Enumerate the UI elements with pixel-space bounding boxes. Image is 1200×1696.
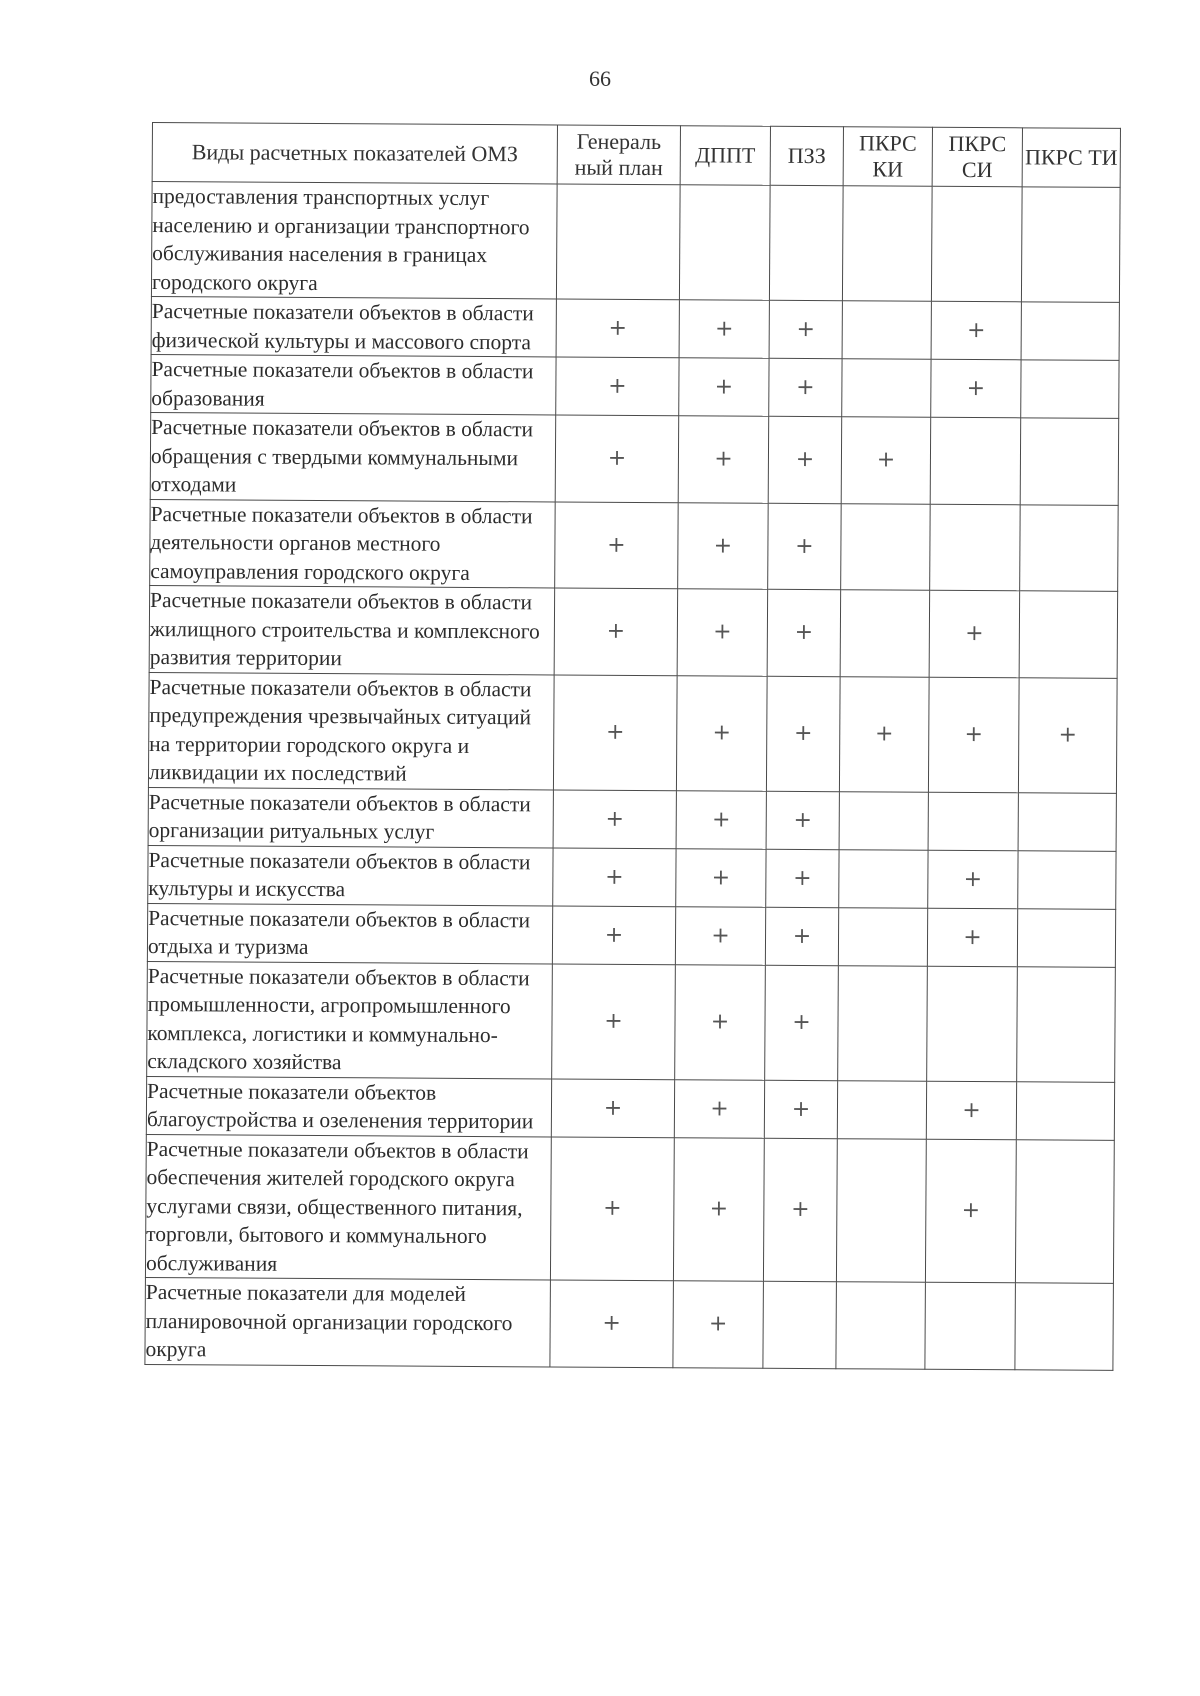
mark-cell-dppt: + [673,1137,764,1281]
mark-cell-general-plan: + [552,963,676,1079]
mark-cell-pkrs-si: + [928,677,1019,793]
table-row [151,354,1119,418]
mark-cell-pkrs-si: + [927,908,1017,967]
mark-cell-pkrs-si [928,792,1018,851]
indicator-label-cell: Расчетные показатели объектов в области предупреждения чрезвычайных ситуаций на территории городского округа и ликвидации их последствий [148,672,554,789]
indicator-label-cell: Расчетные показатели объектов в области отдыха и туризма [147,903,552,963]
mark-cell-pkrs-si: + [931,301,1021,360]
indicator-label-cell: Расчетные показатели объектов в области деятельности органов местного самоуправления городского округа [150,499,556,588]
mark-cell-pzz: + [769,358,842,416]
mark-cell-pzz: + [765,907,838,965]
mark-cell-pkrs-si [925,1282,1016,1369]
table-row [146,1076,1114,1140]
mark-cell-pkrs-ki [842,359,931,418]
mark-cell-dppt: + [673,1281,764,1368]
table-row [151,296,1119,360]
mark-cell-general-plan: + [551,1078,674,1137]
mark-cell-pkrs-si [930,417,1021,504]
indicator-label-cell: Расчетные показатели объектов в области физической культуры и массового спорта [151,296,556,356]
header-pkrs-ki: ПКРС КИ [843,127,932,187]
mark-cell-general-plan: + [553,847,676,906]
mark-cell-pzz: + [764,1080,837,1138]
mark-cell-dppt: + [679,358,769,417]
mark-cell-pkrs-ki [839,849,928,908]
mark-cell-pkrs-ti [1021,187,1120,303]
mark-cell-pkrs-ti [1017,966,1116,1082]
mark-cell-pkrs-ti [1017,908,1115,967]
mark-cell-pzz [769,185,843,300]
mark-cell-dppt: + [676,848,766,907]
mark-cell-pzz: + [768,416,842,503]
table-row [145,1134,1114,1283]
mark-cell-pkrs-si [927,966,1018,1082]
mark-cell-pkrs-ti [1019,591,1118,678]
indicator-label-cell: предоставления транспортных услуг населению и организации транспортного обслуживания населения в границах городского округа [151,182,557,299]
mark-cell-pkrs-ki [838,965,928,1081]
indicator-label-cell: Расчетные показатели объектов в области обращения с твердыми коммунальными отходами [150,412,556,501]
mark-cell-pkrs-ki [836,1282,926,1369]
mark-cell-dppt [679,185,770,301]
page-number: 66 [589,66,611,91]
mark-cell-dppt: + [675,906,765,965]
mark-cell-pkrs-ti [1018,792,1116,851]
mark-cell-pzz: + [766,676,840,791]
mark-cell-pkrs-si: + [931,359,1021,418]
mark-cell-pkrs-si: + [925,1139,1016,1283]
indicator-label-cell: Расчетные показатели объектов в области организации ритуальных услуг [148,787,553,847]
indicator-label-cell: Расчетные показатели объектов в области обеспечения жителей городского округа услугами связи, общественного питания, торговли, бытового и коммунального обслуживания [145,1134,551,1280]
mark-cell-pkrs-ki [841,503,931,590]
table-body [145,182,1120,1370]
table-row [148,672,1117,793]
mark-cell-general-plan: + [555,501,679,588]
mark-cell-dppt: + [675,964,766,1080]
mark-cell-pkrs-ti [1015,1283,1114,1370]
indicator-label-cell: Расчетные показатели объектов в области образования [151,354,556,414]
mark-cell-pkrs-ki: + [839,676,929,792]
mark-cell-pkrs-ki [842,186,932,302]
mark-cell-pkrs-ti [1015,1139,1114,1283]
mark-cell-pkrs-ki [837,1080,926,1139]
table-row [150,412,1119,504]
mark-cell-pzz: + [769,300,842,358]
mark-cell-pkrs-si [931,186,1022,302]
indicator-label-cell: Расчетные показатели объектов благоустройства и озеленения территории [146,1076,551,1136]
header-pkrs-si: ПКРС СИ [932,127,1022,187]
mark-cell-dppt: + [679,300,769,359]
mark-cell-pkrs-ti [1021,360,1119,419]
mark-cell-pkrs-si [930,504,1021,591]
header-dppt: ДППТ [680,126,770,186]
mark-cell-pzz: + [763,1138,837,1282]
mark-cell-pkrs-ti [1020,504,1119,591]
mark-cell-pkrs-si: + [929,590,1020,677]
mark-cell-dppt: + [676,675,767,791]
table-row [145,1277,1114,1369]
mark-cell-dppt: + [676,790,766,849]
mark-cell-dppt: + [677,589,768,676]
mark-cell-pkrs-si: + [928,850,1018,909]
mark-cell-dppt: + [674,1079,764,1138]
table-row [150,499,1119,591]
mark-cell-pzz: + [766,791,839,849]
indicator-label-cell: Расчетные показатели для моделей планировочной организации городского округа [145,1277,551,1366]
header-general-plan: Генераль ный план [557,125,680,185]
mark-cell-pzz: + [766,849,839,907]
mark-cell-pkrs-si: + [926,1081,1016,1140]
mark-cell-pkrs-ti [1021,302,1119,361]
indicator-label-cell: Расчетные показатели объектов в области культуры и искусства [148,845,553,905]
indicator-label-cell: Расчетные показатели объектов в области промышленности, агропромышленного комплекса, логистики и коммунально-складского хозяйства [147,961,553,1078]
mark-cell-general-plan: + [555,415,679,502]
mark-cell-general-plan: + [552,905,675,964]
mark-cell-pzz: + [767,589,841,676]
mark-cell-general-plan: + [553,789,676,848]
omz-indicators-table [144,122,1121,1370]
mark-cell-general-plan: + [556,357,679,416]
header-row [152,123,1120,188]
mark-cell-pkrs-ti [1020,418,1119,505]
mark-cell-dppt: + [678,502,769,589]
table-row [147,903,1115,967]
table-row [149,585,1118,677]
table-row [147,961,1116,1082]
mark-cell-pzz: + [768,503,842,590]
header-pkrs-ti: ПКРС ТИ [1022,128,1120,188]
mark-cell-general-plan: + [550,1280,674,1367]
mark-cell-general-plan: + [553,674,677,790]
header-pzz: ПЗЗ [770,126,843,185]
mark-cell-pkrs-ki [838,907,927,966]
mark-cell-general-plan: + [554,588,678,675]
mark-cell-dppt: + [678,416,769,503]
table-row [148,787,1116,851]
mark-cell-pzz [763,1281,837,1368]
indicator-label-cell: Расчетные показатели объектов в области жилищного строительства и комплексного развития территории [149,585,555,674]
mark-cell-pzz: + [765,965,839,1080]
mark-cell-general-plan: + [550,1136,674,1280]
table-row [151,182,1120,303]
table-row [148,845,1116,909]
mark-cell-pkrs-ki [840,590,930,677]
mark-cell-pkrs-ki [836,1138,926,1282]
header-indicator-types: Виды расчетных показателей ОМЗ [152,123,557,184]
mark-cell-pkrs-ti: + [1018,677,1117,793]
mark-cell-pkrs-ki [842,301,931,360]
mark-cell-pkrs-ki: + [841,417,931,504]
mark-cell-general-plan: + [556,299,679,358]
table-header [152,123,1120,188]
mark-cell-general-plan [556,184,680,300]
mark-cell-pkrs-ki [839,791,928,850]
mark-cell-pkrs-ti [1016,1081,1114,1140]
mark-cell-pkrs-ti [1018,850,1116,909]
